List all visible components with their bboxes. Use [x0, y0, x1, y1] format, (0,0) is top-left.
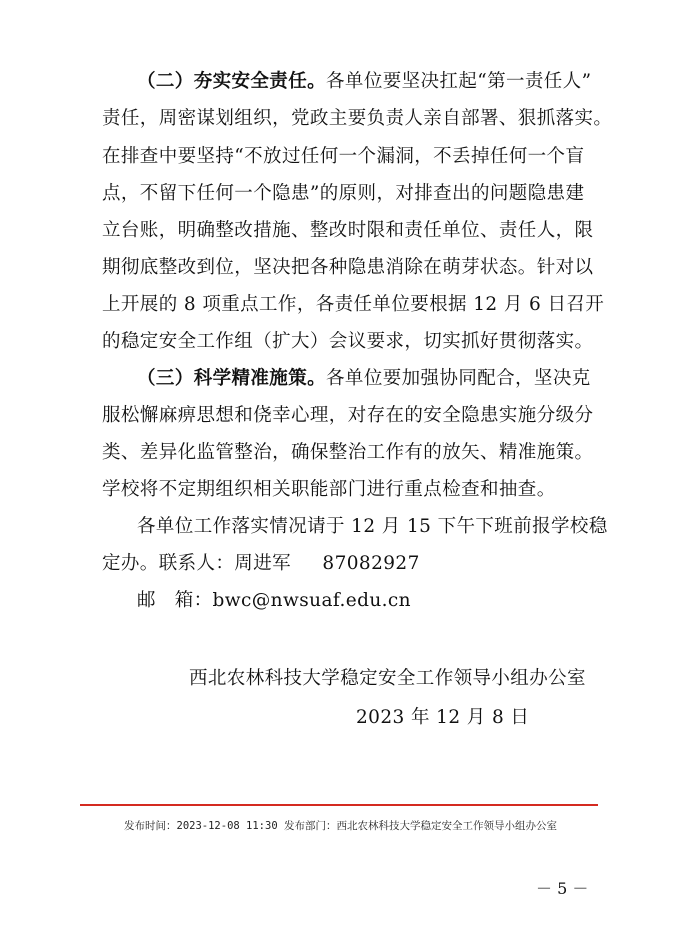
paragraph-4-line-2: 定办。联系人：周进军 87082927: [102, 553, 420, 574]
paragraph-2-line-6: 期彻底整改到位，坚决把各种隐患消除在萌芽状态。针对以: [102, 257, 594, 278]
footer-publish-info: 发布时间：2023-12-08 11:30 发布部门：西北农林科技大学稳定安全工作领导小组办公室: [124, 820, 557, 832]
paragraph-3-line-4: 学校将不定期组织相关职能部门进行重点检查和抽查。: [102, 479, 556, 500]
paragraph-3-line-1: [137, 368, 637, 390]
paragraph-2-line-5: 立台账，明确整改措施、整改时限和责任单位、责任人，限: [102, 220, 594, 241]
signature-organization: 西北农林科技大学稳定安全工作领导小组办公室: [189, 668, 586, 689]
footer-divider: [80, 804, 598, 806]
paragraph-2-line-2: 责任，周密谋划组织，党政主要负责人亲自部署、狠抓落实。: [102, 108, 613, 129]
paragraph-2-line-1: [137, 71, 637, 93]
paragraph-2-line-3: 在排查中要坚持“不放过任何一个漏洞，不丢掉任何一个盲: [102, 146, 585, 167]
paragraph-2-line-1-text: 各单位要坚决扛起“第一责任人”: [326, 71, 592, 92]
paragraph-2-line-4: 点，不留下任何一个隐患”的原则，对排查出的问题隐患建: [102, 183, 585, 204]
paragraph-4-line-1: 各单位工作落实情况请于 12 月 15 下午下班前报学校稳: [137, 516, 608, 537]
paragraph-2-line-8: 的稳定安全工作组（扩大）会议要求，切实抓好贯彻落实。: [102, 331, 594, 352]
email-line: 邮 箱：bwc@nwsuaf.edu.cn: [137, 590, 411, 611]
paragraph-3-heading: （三）科学精准施策。: [137, 368, 327, 389]
paragraph-2-heading: （二）夯实安全责任。: [137, 71, 327, 92]
paragraph-3-line-1-text: 各单位要加强协同配合，坚决克: [326, 368, 591, 389]
paragraph-3-line-3: 类、差异化监管整治，确保整治工作有的放矢、精准施策。: [102, 442, 594, 463]
paragraph-2-line-7: 上开展的 8 项重点工作，各责任单位要根据 12 月 6 日召开: [102, 294, 605, 315]
page-number: － 5 －: [536, 879, 589, 898]
signature-date: 2023 年 12 月 8 日: [356, 707, 530, 728]
paragraph-3-line-2: 服松懈麻痹思想和侥幸心理，对存在的安全隐患实施分级分: [102, 405, 594, 426]
